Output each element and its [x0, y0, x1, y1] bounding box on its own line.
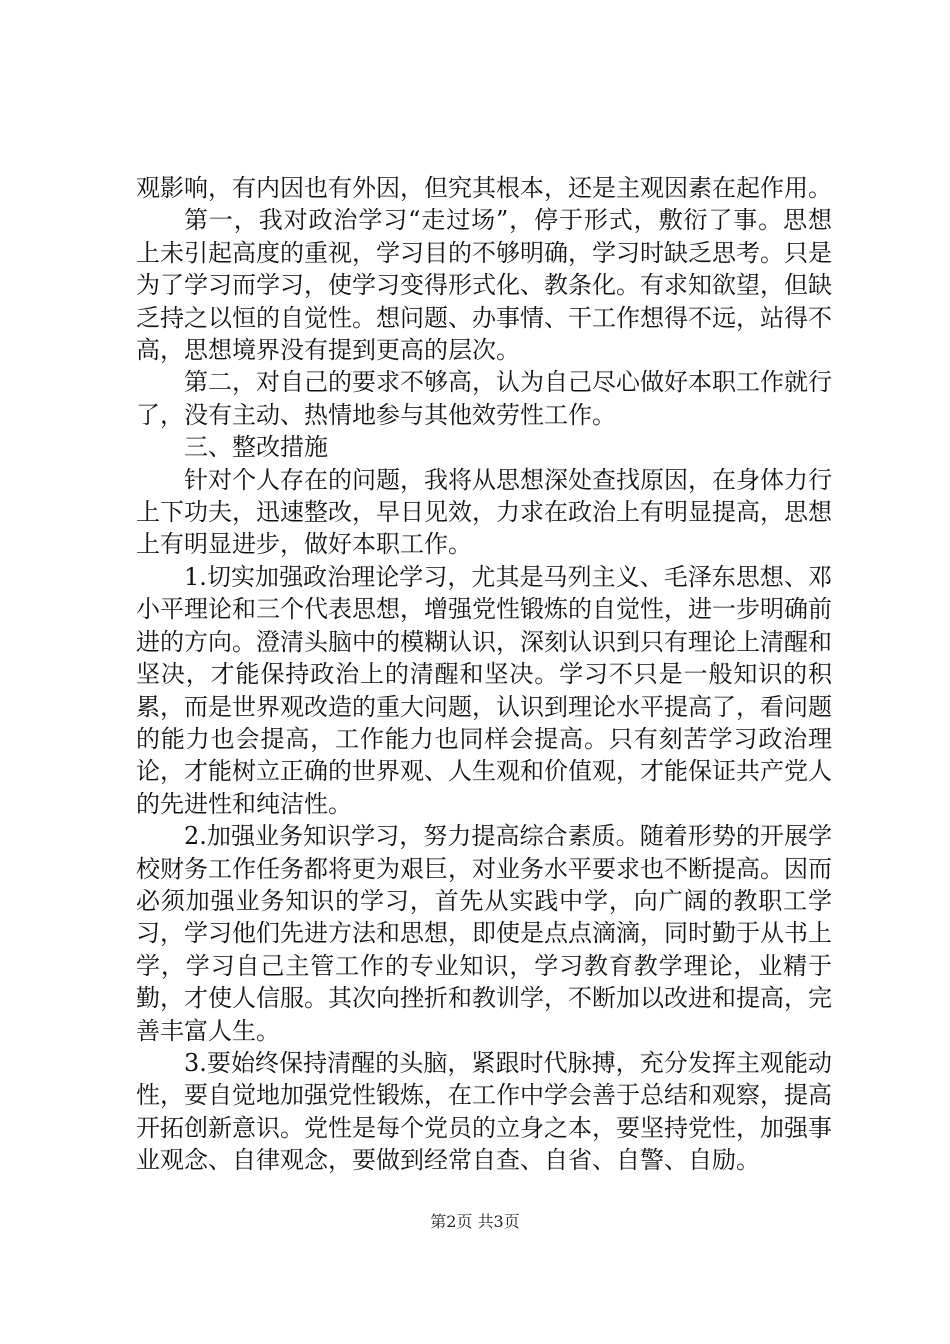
paragraph-continuation: 观影响，有内因也有外因，但究其根本，还是主观因素在起作用。: [136, 174, 832, 202]
page-number-footer: 第2页 共3页: [430, 1212, 520, 1231]
paragraph-measure-2: 2.加强业务知识学习，努力提高综合素质。随着形势的开展学校财务工作任务都将更为艰巨，对业务水平要求也不断提高。因而必须加强业务知识的学习，首先从实践中学，向广阔的教职工学习，学习他们先进方法和思想，即使是点点滴滴，同时勤于从书上学，学习自己主管工作的专业知识，学习教育教学理论，业精于勤，才使人信服。其次向挫折和教训学，不断加以改进和提高，完善丰富人生。: [136, 822, 832, 1045]
section-heading-measures: 三、整改措施: [184, 433, 328, 462]
document-body: [136, 172, 832, 1177]
paragraph-reason-two: 第二，对自己的要求不够高，认为自己尽心做好本职工作就行了，没有主动、热情地参与其他效劳性工作。: [136, 368, 832, 429]
paragraph-measure-1: 1.切实加强政治理论学习，尤其是马列主义、毛泽东思想、邓小平理论和三个代表思想，增强党性锻炼的自觉性，进一步明确前进的方向。澄清头脑中的模糊认识，深刻认识到只有理论上清醒和坚决，才能保持政治上的清醒和坚决。学习不只是一般知识的积累，而是世界观改造的重大问题，认识到理论水平提高了，看问题的能力也会提高，工作能力也同样会提高。只有刻苦学习政治理论，才能树立正确的世界观、人生观和价值观，才能保证共产党人的先进性和纯洁性。: [136, 562, 832, 818]
paragraph-reason-one: 第一，我对政治学习“走过场”，停于形式，敷衍了事。思想上未引起高度的重视，学习目的不够明确，学习时缺乏思考。只是为了学习而学习，使学习变得形式化、教条化。有求知欲望，但缺乏持之以恒的自觉性。想问题、办事情、干工作想得不远，站得不高，思想境界没有提到更高的层次。: [136, 206, 832, 365]
paragraph-measure-3: 3.要始终保持清醒的头脑，紧跟时代脉搏，充分发挥主观能动性，要自觉地加强党性锻炼，在工作中学会善于总结和观察，提高开拓创新意识。党性是每个党员的立身之本，要坚持党性，加强事业观念、自律观念，要做到经常自查、自省、自警、自励。: [136, 1048, 832, 1175]
paragraph-measures-intro: 针对个人存在的问题，我将从思想深处查找原因，在身体力行上下功夫，迅速整改，早日见效，力求在政治上有明显提高，思想上有明显进步，做好本职工作。: [136, 465, 832, 559]
